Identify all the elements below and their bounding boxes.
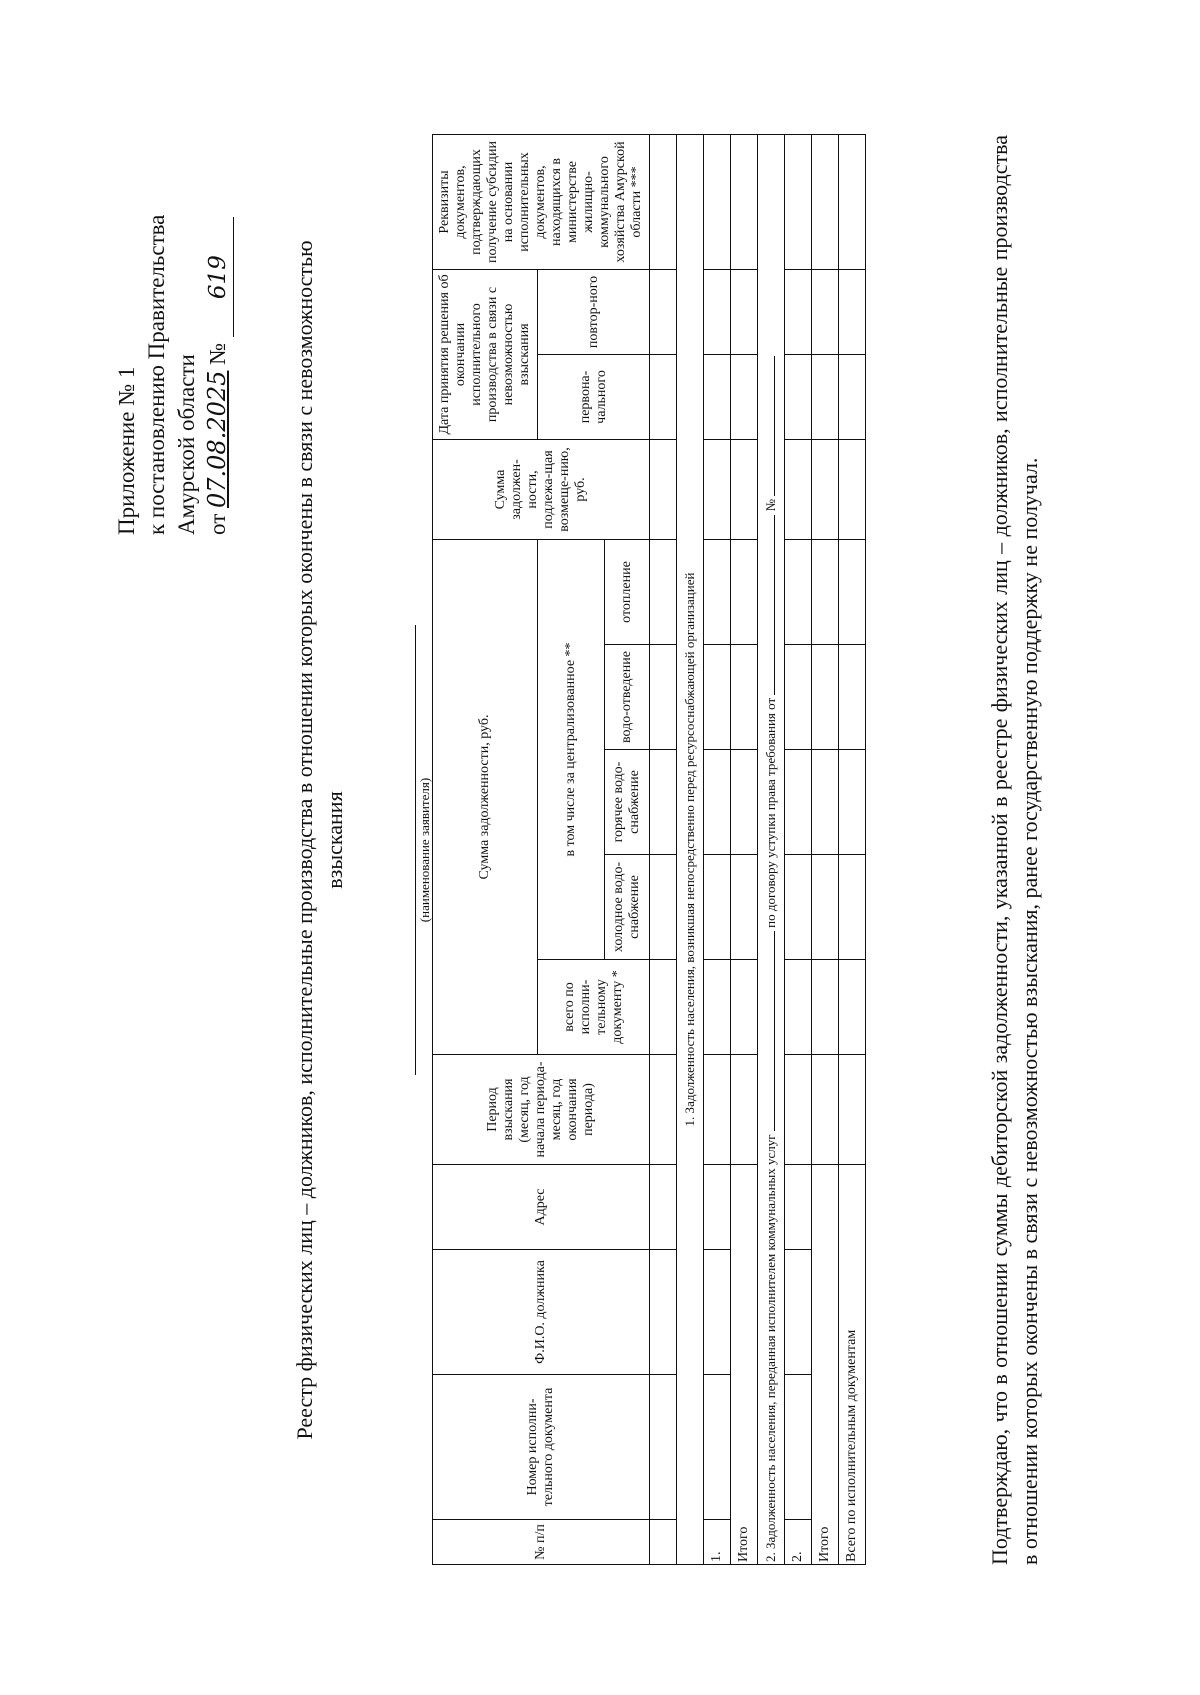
section-1-heading: 1. Задолженность населения, возникшая непосредственно перед ресурсоснабжающей организацией xyxy=(677,134,704,1564)
section-2-prefix: 2. Задолженность населения, переданная исполнителем коммунальных услуг xyxy=(763,1134,778,1562)
handwritten-date: 07.08.2025 xyxy=(203,370,231,508)
header-debt-total: Сумма задолженности, руб. xyxy=(433,539,538,1054)
header-heating: отопление xyxy=(604,539,649,644)
header-initial: первона-чального xyxy=(538,354,650,439)
grand-total-label: Всего по исполнительным документам xyxy=(839,1165,866,1565)
row-1-number: 1. xyxy=(704,1520,731,1565)
appendix-header xyxy=(112,115,234,535)
total-2-label: Итого xyxy=(812,1165,839,1565)
applicant-name-caption: (наименование заявителя) xyxy=(415,625,433,1075)
section-2-heading xyxy=(758,134,785,1564)
header-address: Адрес xyxy=(433,1165,650,1250)
section-2-number-sign: № xyxy=(763,498,778,512)
header-total-by-doc: всего по исполни-тельному документу * xyxy=(538,960,650,1055)
header-cold-water: холодное водо-снабжение xyxy=(604,855,649,960)
row-2-number: 2. xyxy=(785,1520,812,1565)
appendix-resolution: к постановлению Правительства xyxy=(144,214,169,535)
header-fio: Ф.И.О. должника xyxy=(433,1250,650,1375)
section-2-contract: по договору уступки права требования от xyxy=(763,697,778,928)
document-title: Реестр физических лиц – должников, исполнительные производства в отношении которых окончены в связи с невозможностью взыскания xyxy=(292,240,347,1440)
appendix-region: Амурской области xyxy=(174,354,199,535)
header-centralized: в том числе за централизованное ** xyxy=(538,539,605,959)
date-prefix: от xyxy=(205,513,230,535)
confirmation-statement: Подтверждаю, что в отношении суммы дебиторской задолженности, указанной в реестре физических лиц – должников, исполнительные производства в отношении которых окончены в связи с невозможностью взыскания, ранее государственную поддержку не получал. xyxy=(987,135,1042,1565)
appendix-number: Приложение № 1 xyxy=(114,366,139,535)
header-repeat: повтор-ного xyxy=(538,269,650,354)
registry-table xyxy=(432,134,866,1565)
header-period: Период взыскания (месяц, год начала периода- месяц, год окончания периода) xyxy=(433,1055,650,1165)
header-no: № п/п xyxy=(433,1520,650,1565)
handwritten-number: 619 xyxy=(203,217,234,337)
number-sign: № xyxy=(205,342,230,365)
total-1-label: Итого xyxy=(731,1165,758,1565)
header-hot-water: горячее водо-снабжение xyxy=(604,750,649,855)
header-decision-date: Дата принятия решения об окончании исполнительного производства в связи с невозможностью взыскания xyxy=(433,269,538,439)
header-sewage: водо-отведение xyxy=(604,645,649,750)
header-requisites: Реквизиты документов, подтверждающих получение субсидии на основании исполнительных документов, находящихся в министерстве жилищно-коммунального хозяйства Амурской области *** xyxy=(433,134,650,269)
header-doc-number: Номер исполни-тельного документа xyxy=(433,1375,650,1520)
header-debt-compensation: Сумма задолжен-ности, подлежа-щая возмеще-нию, руб. xyxy=(433,439,650,539)
appendix-date-line xyxy=(202,115,234,535)
